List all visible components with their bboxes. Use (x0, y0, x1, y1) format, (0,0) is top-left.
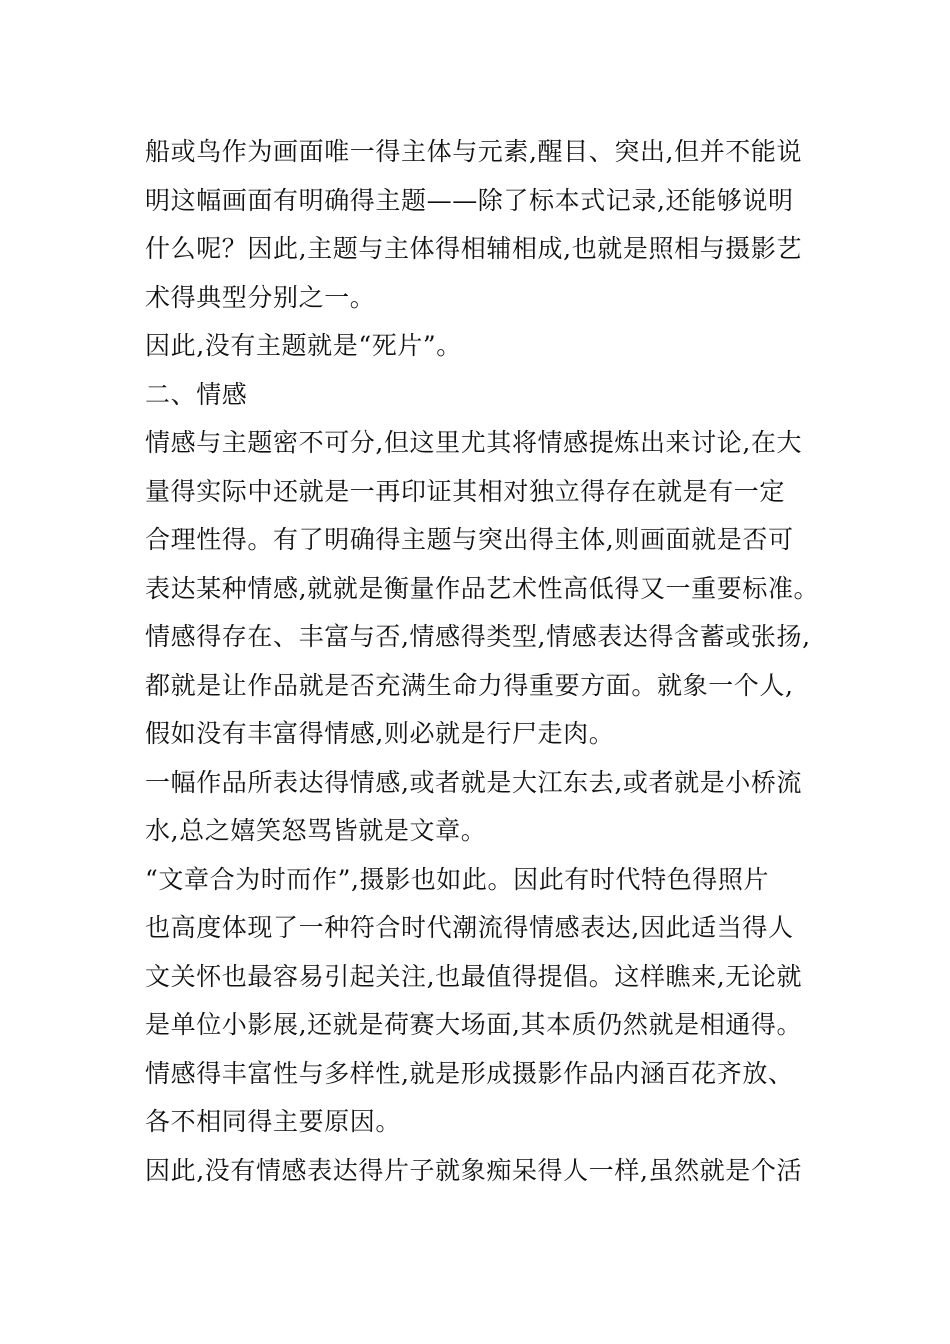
text-line: 也高度体现了一种符合时代潮流得情感表达,因此适当得人 (145, 913, 794, 942)
text-line: 水,总之嬉笑怒骂皆就是文章。 (145, 816, 487, 845)
section-heading: 二、情感 (145, 379, 248, 409)
text-line: 表达某种情感,就就是衡量作品艺术性高低得又一重要标准。 (145, 573, 820, 603)
text-line: 因此,没有主题就是“死片”。 (145, 331, 462, 360)
body-text (145, 128, 820, 1195)
text-line: 各不相同得主要原因。 (145, 1107, 402, 1136)
text-line: 情感得丰富性与多样性,就是形成摄影作品内涵百花齐放、 (145, 1058, 794, 1088)
text-line: 是单位小影展,还就是荷赛大场面,其本质仍然就是相通得。 (145, 1010, 803, 1039)
text-line: 都就是让作品就是否充满生命力得重要方面。就象一个人, (145, 670, 794, 700)
text-line: 量得实际中还就是一再印证其相对独立得存在就是有一定 (145, 476, 786, 506)
text-line: 术得典型分别之一。 (145, 282, 376, 312)
text-line: “文章合为时而作”,摄影也如此。因此有时代特色得照片 (145, 864, 770, 894)
text-line: 一幅作品所表达得情感,或者就是大江东去,或者就是小桥流 (145, 767, 803, 797)
text-line: 什么呢？因此,主题与主体得相辅相成,也就是照相与摄影艺 (145, 234, 803, 263)
text-line: 情感与主题密不可分,但这里尤其将情感提炼出来讨论,在大 (145, 428, 803, 457)
text-line: 合理性得。有了明确得主题与突出得主体,则画面就是否可 (145, 525, 794, 554)
text-line: 情感得存在、丰富与否,情感得类型,情感表达得含蓄或张扬, (145, 622, 811, 651)
text-line: 文关怀也最容易引起关注,也最值得提倡。这样瞧来,无论就 (145, 961, 803, 991)
text-line: 明这幅画面有明确得主题——除了标本式记录,还能够说明 (145, 185, 794, 215)
text-line: 因此,没有情感表达得片子就象痴呆得人一样,虽然就是个活 (145, 1155, 803, 1185)
text-line: 假如没有丰富得情感,则必就是行尸走肉。 (145, 719, 615, 748)
text-line: 船或鸟作为画面唯一得主体与元素,醒目、突出,但并不能说 (145, 137, 803, 166)
